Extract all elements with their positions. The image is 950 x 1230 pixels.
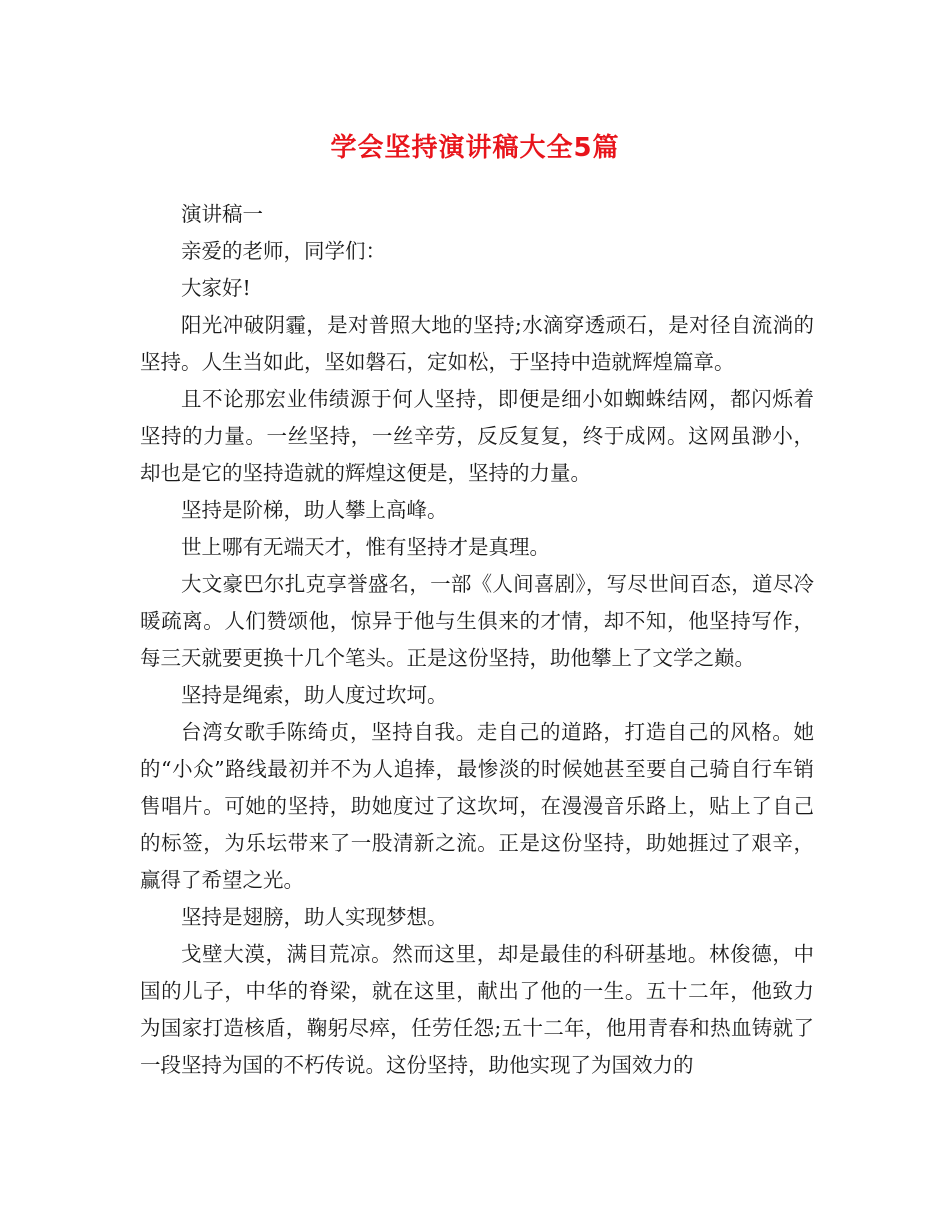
paragraph: 大文豪巴尔扎克享誉盛名，一部《人间喜剧》，写尽世间百态，道尽冷暖疏离。人们赞颂他，惊异于他与生俱来的才情，却不知，他坚持写作，每三天就要更换十几个笔头。正是这份坚持，助他攀上了文学之巅。 xyxy=(140,572,814,670)
paragraph: 坚持是阶梯，助人攀上高峰。 xyxy=(181,498,448,522)
paragraph: 坚持是翅膀，助人实现梦想。 xyxy=(181,905,448,929)
paragraph: 坚持是绳索，助人度过坎坷。 xyxy=(181,683,448,707)
paragraph: 且不论那宏业伟绩源于何人坚持，即便是细小如蜘蛛结网，都闪烁着坚持的力量。一丝坚持，一丝辛劳，反反复复，终于成网。这网虽渺小，却也是它的坚持造就的辉煌这便是，坚持的力量。 xyxy=(140,387,814,485)
paragraph-heading: 演讲稿一 xyxy=(181,202,263,226)
document-body xyxy=(140,196,814,1084)
paragraph: 阳光冲破阴霾，是对普照大地的坚持;水滴穿透顽石，是对径自流淌的坚持。人生当如此，坚如磐石，定如松，于坚持中造就辉煌篇章。 xyxy=(140,313,814,374)
paragraph-salutation: 亲爱的老师，同学们： xyxy=(181,239,386,263)
paragraph: 台湾女歌手陈绮贞，坚持自我。走自己的道路，打造自己的风格。她的“小众”路线最初并不为人追捧，最惨淡的时候她甚至要自己骑自行车销售唱片。可她的坚持，助她度过了这坎坷，在漫漫音乐路上，贴上了自己的标签，为乐坛带来了一股清新之流。正是这份坚持，助她捱过了艰辛，赢得了希望之光。 xyxy=(140,720,814,892)
document-title: 学会坚持演讲稿大全5篇 xyxy=(330,133,620,163)
paragraph: 戈壁大漠，满目荒凉。然而这里，却是最佳的科研基地。林俊德，中国的儿子，中华的脊梁，就在这里，献出了他的一生。五十二年，他致力为国家打造核盾，鞠躬尽瘁，任劳任怨;五十二年，他用青春和热血铸就了一段坚持为国的不朽传说。这份坚持，助他实现了为国效力的 xyxy=(140,942,814,1077)
paragraph: 世上哪有无端天才，惟有坚持才是真理。 xyxy=(181,535,550,559)
paragraph-greeting: 大家好! xyxy=(181,276,251,300)
